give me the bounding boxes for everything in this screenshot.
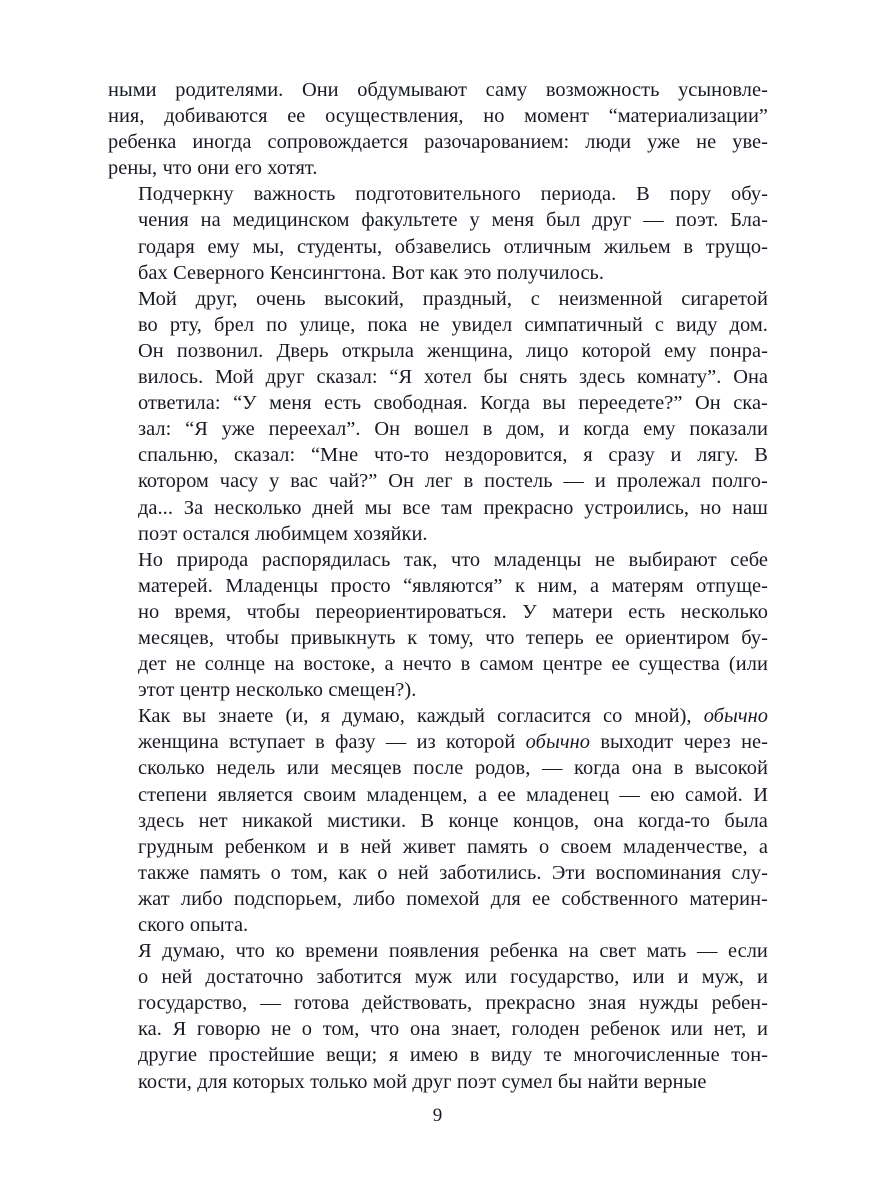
text-line: спальню, сказал: “Мне что-то нездоровится, я сразу и лягу. В	[138, 444, 768, 467]
text-line: да... За несколько дней мы все там прекрасно устроились, но наш	[138, 496, 768, 519]
text-line: сколько недель или месяцев после родов, — когда она в высокой	[138, 757, 768, 780]
text-line: здесь нет никакой мистики. В конце концов, она когда-то была	[138, 809, 768, 832]
paragraph	[108, 286, 768, 547]
text-line: Он позвонил. Дверь открыла женщина, лицо которой ему понра-	[138, 339, 768, 362]
text-column	[108, 77, 768, 1095]
text-line: поэт остался любимцем хозяйки.	[138, 522, 428, 545]
text-line: чения на медицинском факультете у меня был друг — поэт. Бла-	[138, 209, 768, 232]
text-line: дет не солнце на востоке, а нечто в самом центре ее существа (или	[138, 653, 768, 676]
text-line: ными родителями. Они обдумывают саму возможность усыновле-	[108, 79, 768, 101]
paragraph	[108, 181, 768, 285]
emphasis-text: обычно	[703, 705, 769, 728]
text-line: во рту, брел по улице, пока не увидел симпатичный с виду дом.	[138, 313, 768, 336]
text-line: Подчеркну важность подготовительного периода. В пору обу-	[138, 183, 768, 206]
text-line: рены, что они его хотят.	[108, 157, 318, 180]
text-line: месяцев, чтобы привыкнуть к тому, что теперь ее ориентиром бу-	[138, 626, 768, 649]
text-line: матерей. Младенцы просто “являются” к ним, а матерям отпуще-	[138, 574, 768, 597]
text-line: Как вы знаете (и, я думаю, каждый согласится со мной), обычно	[138, 705, 769, 728]
paragraph	[108, 547, 768, 704]
text-line: ского опыта.	[138, 914, 249, 936]
text-line: Мой друг, очень высокий, праздный, с неизменной сигаретой	[138, 287, 769, 310]
paragraph	[108, 77, 768, 181]
emphasis-text: обычно	[525, 731, 591, 754]
text-line: Я думаю, что ко времени появления ребенка на свет мать — если	[138, 940, 768, 963]
text-line: также память о том, как о ней заботились. Эти воспоминания слу-	[138, 861, 768, 884]
text-line: Но природа распорядилась так, что младенцы не выбирают себе	[138, 548, 768, 571]
text-line: грудным ребенком и в ней живет память о своем младенчестве, а	[138, 835, 769, 858]
text-line: зал: “Я уже переехал”. Он вошел в дом, и когда ему показали	[138, 418, 768, 441]
text-line: но время, чтобы переориентироваться. У матери есть несколько	[138, 600, 768, 623]
page-number: 9	[432, 1105, 443, 1126]
text-line: ребенка иногда сопровождается разочарованием: люди уже не уве-	[108, 131, 768, 154]
text-line: кости, для которых только мой друг поэт сумел бы найти верные	[138, 1070, 707, 1093]
paragraph	[108, 938, 768, 1095]
text-line: женщина вступает в фазу — из которой обычно выходит через не-	[138, 731, 768, 754]
text-line: бах Северного Кенсингтона. Вот как это получилось.	[138, 261, 605, 284]
text-line: степени является своим младенцем, а ее младенец — ею самой. И	[138, 783, 769, 806]
text-line: жат либо подспорьем, либо помехой для ее собственного материн-	[138, 887, 768, 910]
text-line: ка. Я говорю не о том, что она знает, голоден ребенок или нет, и	[138, 1018, 768, 1041]
text-line: годаря ему мы, студенты, обзавелись отличным жильем в трущо-	[138, 235, 769, 258]
text-line: этот центр несколько смещен?).	[138, 679, 417, 702]
text-line: котором часу у вас чай?” Он лег в постель — и пролежал полго-	[138, 470, 768, 493]
text-line: о ней достаточно заботится муж или государство, или и муж, и	[138, 966, 768, 989]
text-line: вилось. Мой друг сказал: “Я хотел бы снять здесь комнату”. Она	[138, 366, 769, 389]
paragraph	[108, 703, 768, 938]
text-line: ответила: “У меня есть свободная. Когда вы переедете?” Он ска-	[138, 392, 768, 415]
text-line: государство, — готова действовать, прекрасно зная нужды ребен-	[138, 992, 768, 1015]
text-line: другие простейшие вещи; я имею в виду те многочисленные тон-	[138, 1044, 769, 1067]
text-line: ния, добиваются ее осуществления, но момент “материализации”	[108, 105, 769, 128]
